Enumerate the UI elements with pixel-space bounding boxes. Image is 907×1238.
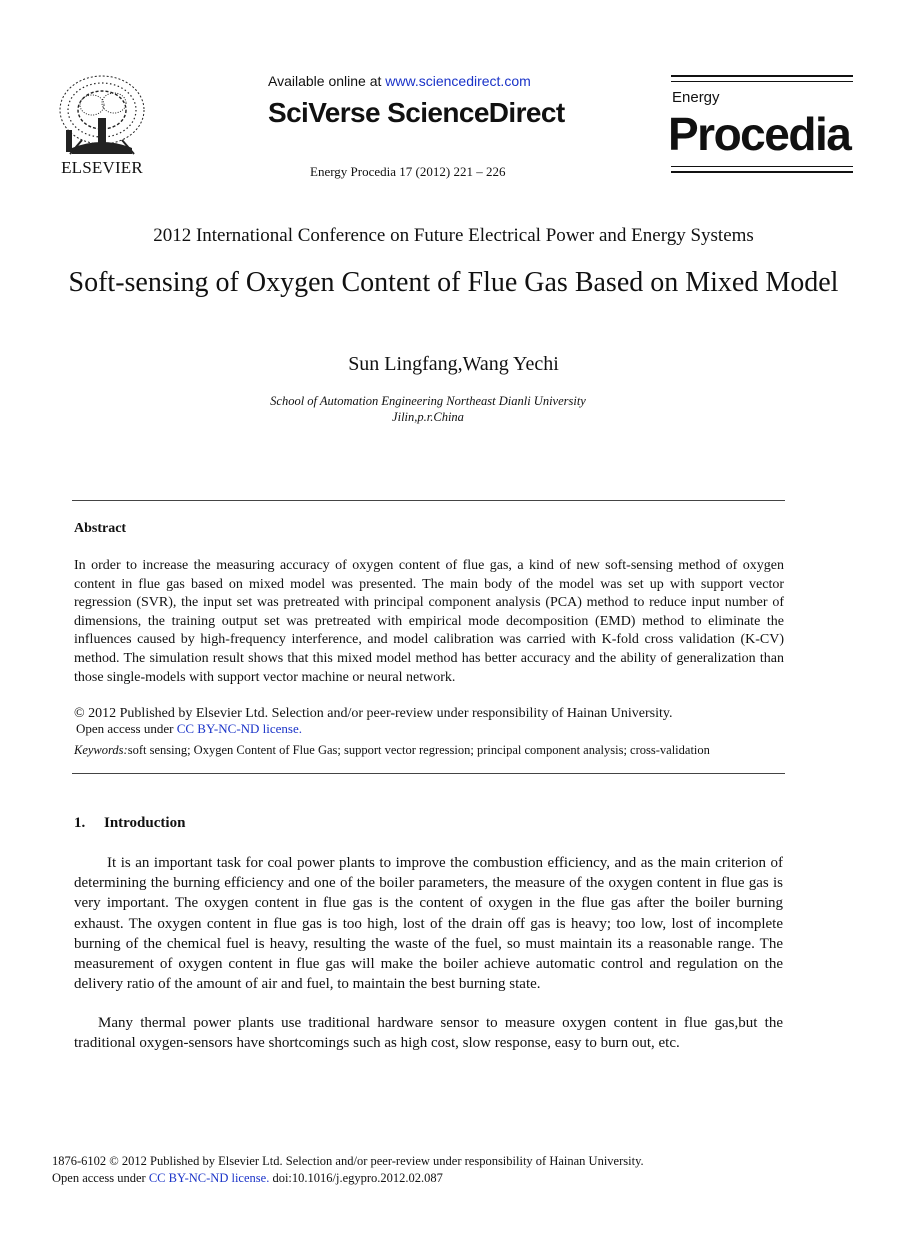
journal-logo-rule [671, 166, 853, 167]
journal-logo-rule [671, 81, 853, 82]
abstract-text: In order to increase the measuring accuracy of oxygen content of flue gas, a kind of new soft-sensing method of oxygen content in flue gas based on mixed model was presented. The main body of the model was set up with support vector regression (SVR), the input set was pretreated with principal component analysis (PCA) method to reduce input number of dimensions, the training output set was pretreated with empirical mode decomposition (EMD) method to eliminate the influences caused by high-frequency interference, and model calibration was carried with K-fold cross validation (K-CV) method. The simulation result shows that this mixed model method has better accuracy and the ability of generalization than those single-models with support vector machine or neural network. [74, 558, 784, 685]
sciverse-sciencedirect-brand: SciVerse ScienceDirect [268, 97, 565, 128]
footer-doi: doi:10.1016/j.egypro.2012.02.087 [269, 1171, 443, 1185]
available-prefix: Available online at [268, 73, 386, 89]
journal-logo-energy: Energy [672, 89, 720, 106]
section-heading-introduction [74, 815, 185, 832]
journal-logo-rule [671, 75, 853, 77]
footer-open-access-prefix: Open access under [52, 1171, 149, 1185]
keywords-list: soft sensing; Oxygen Content of Flue Gas; support vector regression; principal component analysis; cross-validation [127, 743, 710, 757]
abstract-top-rule [72, 500, 785, 501]
copyright-notice: © 2012 Published by Elsevier Ltd. Selection and/or peer-review under responsibility of Hainan University. [74, 706, 673, 721]
body-paragraph: Many thermal power plants use traditional hardware sensor to measure oxygen content in flue gas,but the traditional oxygen-sensors have shortcomings such as high cost, slow response, easy to burn out, etc. [74, 1015, 783, 1052]
journal-citation: Energy Procedia 17 (2012) 221 – 226 [310, 164, 506, 179]
footer-license-doi [52, 1171, 443, 1186]
elsevier-wordmark: ELSEVIER [61, 158, 143, 177]
available-online-line [268, 73, 531, 89]
conference-name: 2012 International Conference on Future Electrical Power and Energy Systems [153, 225, 754, 246]
footer-issn-copyright: 1876-6102 © 2012 Published by Elsevier Ltd. Selection and/or peer-review under responsibility of Hainan University. [52, 1154, 644, 1168]
license-link[interactable]: CC BY-NC-ND license. [176, 721, 303, 736]
paper-authors: Sun Lingfang,Wang Yechi [348, 353, 559, 375]
abstract-heading: Abstract [74, 521, 127, 536]
open-access-prefix: Open access under [76, 721, 177, 736]
footer-license-link[interactable]: CC BY-NC-ND license. [148, 1171, 270, 1185]
journal-logo-rule [671, 171, 853, 173]
sciencedirect-link[interactable]: www.sciencedirect.com [385, 73, 531, 89]
affiliation-line: Jilin,p.r.China [392, 410, 464, 424]
section-number: 1. [74, 815, 86, 831]
keywords [74, 743, 710, 758]
keywords-label: Keywords: [74, 743, 128, 757]
journal-logo-procedia: Procedia [668, 108, 851, 160]
affiliation-line: School of Automation Engineering Northeast Dianli University [270, 394, 586, 408]
author-affiliation [0, 393, 856, 425]
body-paragraph: It is an important task for coal power plants to improve the combustion efficiency, and as the main criterion of determining the burning efficiency and one of the boiler parameters, the measure of the oxygen content in flue gas is very important. The oxygen content in flue gas is the content of oxygen in the flue gas after the boiler burning exhaust. The oxygen content in flue gas is too high, lost of the drain off gas is heavy; too low, lost of incomplete burning of the chemical fuel is heavy, resulting the waste of the fuel, so must maintain its a reasonable range. The measurement of oxygen content in flue gas will make the boiler achieve automatic control and regulation on the delivery ratio of the amount of air and fuel, to maintain the best burning state. [74, 855, 783, 993]
paper-title: Soft-sensing of Oxygen Content of Flue Gas Based on Mixed Model [68, 267, 839, 298]
abstract-bottom-rule [72, 773, 785, 774]
section-title: Introduction [104, 815, 186, 831]
open-access-notice [76, 721, 302, 737]
